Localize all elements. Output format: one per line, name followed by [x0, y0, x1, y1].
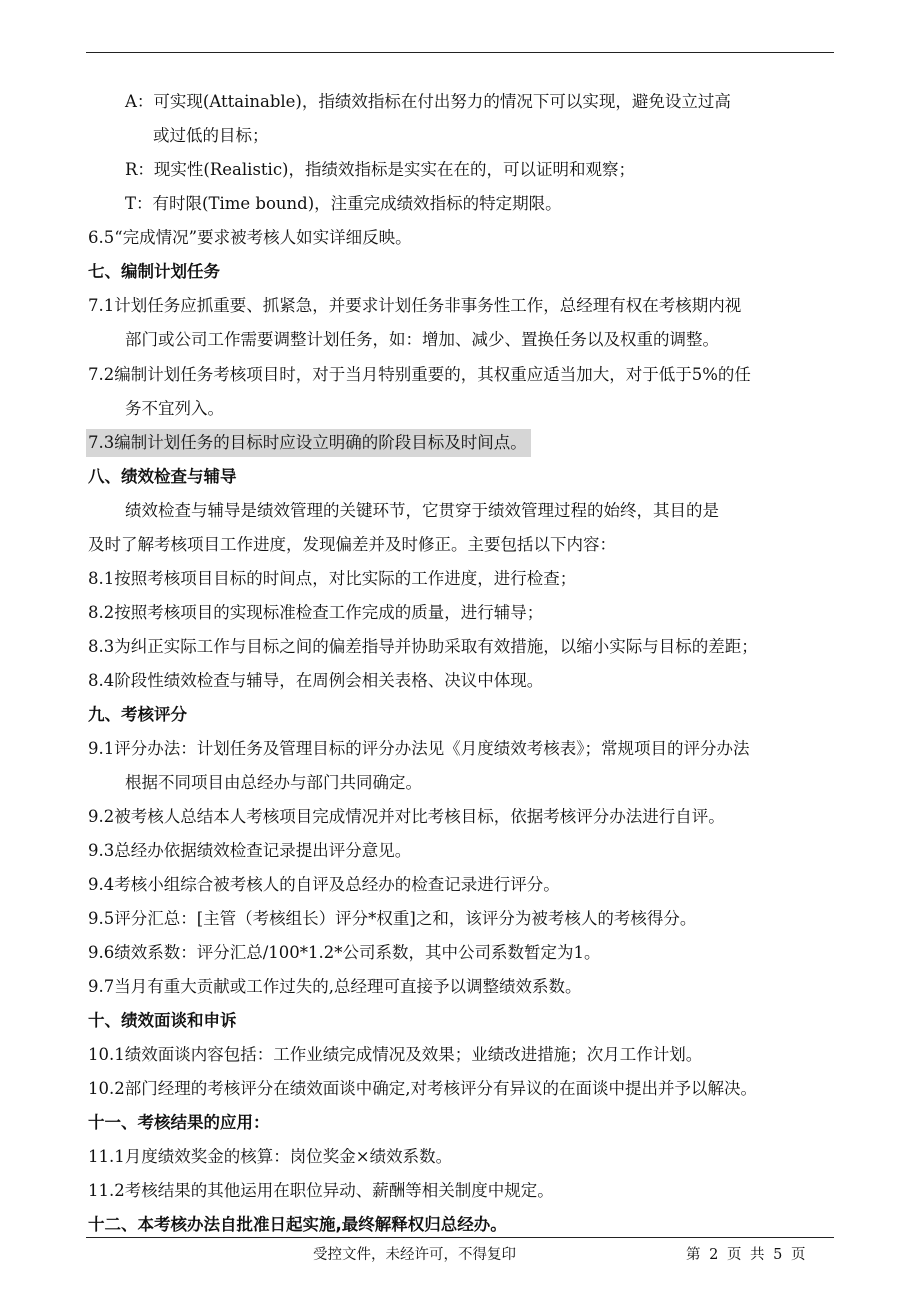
clause-10-2: 10.2部门经理的考核评分在绩效面谈中确定,对考核评分有异议的在面谈中提出并予以解决。 [88, 1079, 757, 1098]
clause-9-5: 9.5评分汇总：[主管（考核组长）评分*权重]之和，该评分为被考核人的考核得分。 [88, 909, 697, 928]
page-number: 第 2 页 共 5 页 [686, 1247, 806, 1263]
clause-11-1: 11.1月度绩效奖金的核算：岗位奖金×绩效系数。 [88, 1147, 453, 1166]
clause-7-3-highlighted: 7.3编制计划任务的目标时应设立明确的阶段目标及时间点。 [86, 429, 531, 457]
section-heading-9: 九、考核评分 [88, 705, 187, 724]
clause-8-2: 8.2按照考核项目的实现标准检查工作完成的质量，进行辅导； [88, 603, 544, 622]
clause-7-1: 7.1计划任务应抓重要、抓紧急，并要求计划任务非事务性工作，总经理有权在考核期内视 [88, 296, 742, 315]
footer-rule [86, 1237, 834, 1238]
clause-9-6: 9.6绩效系数：评分汇总/100*1.2*公司系数，其中公司系数暂定为1。 [88, 943, 601, 962]
clause-7-2-cont: 务不宜列入。 [125, 399, 224, 418]
section-8-intro: 绩效检查与辅导是绩效管理的关键环节，它贯穿于绩效管理过程的始终，其目的是 [125, 501, 719, 520]
section-heading-12: 十二、本考核办法自批准日起实施,最终解释权归总经办。 [88, 1215, 507, 1234]
section-heading-11: 十一、考核结果的应用： [88, 1113, 270, 1132]
clause-9-1: 9.1评分办法：计划任务及管理目标的评分办法见《月度绩效考核表》；常规项目的评分办法 [88, 739, 750, 758]
clause-10-1: 10.1绩效面谈内容包括：工作业绩完成情况及效果；业绩改进措施；次月工作计划。 [88, 1045, 703, 1064]
clause-9-3: 9.3总经办依据绩效检查记录提出评分意见。 [88, 841, 412, 860]
smart-item-a: A：可实现(Attainable)，指绩效指标在付出努力的情况下可以实现，避免设立过高 [125, 92, 731, 111]
section-heading-8: 八、绩效检查与辅导 [88, 467, 237, 486]
smart-item-a-cont: 或过低的目标； [153, 126, 269, 145]
clause-8-1: 8.1按照考核项目目标的时间点，对比实际的工作进度，进行检查； [88, 569, 577, 588]
clause-8-4: 8.4阶段性绩效检查与辅导，在周例会相关表格、决议中体现。 [88, 671, 544, 690]
clause-9-7: 9.7当月有重大贡献或工作过失的,总经理可直接予以调整绩效系数。 [88, 977, 582, 996]
clause-8-3: 8.3为纠正实际工作与目标之间的偏差指导并协助采取有效措施，以缩小实际与目标的差距； [88, 637, 758, 656]
header-rule [86, 52, 834, 53]
smart-item-t: T：有时限(Time bound)，注重完成绩效指标的特定期限。 [125, 194, 562, 213]
clause-9-4: 9.4考核小组综合被考核人的自评及总经办的检查记录进行评分。 [88, 875, 560, 894]
section-8-intro-cont: 及时了解考核项目工作进度，发现偏差并及时修正。主要包括以下内容： [88, 535, 616, 554]
section-heading-7: 七、编制计划任务 [88, 262, 220, 281]
clause-7-1-cont: 部门或公司工作需要调整计划任务，如：增加、减少、置换任务以及权重的调整。 [125, 330, 719, 349]
section-heading-10: 十、绩效面谈和申诉 [88, 1011, 237, 1030]
smart-item-r: R：现实性(Realistic)，指绩效指标是实实在在的，可以证明和观察； [125, 160, 635, 179]
clause-9-2: 9.2被考核人总结本人考核项目完成情况并对比考核目标，依据考核评分办法进行自评。 [88, 807, 725, 826]
clause-11-2: 11.2考核结果的其他运用在职位异动、薪酬等相关制度中规定。 [88, 1181, 554, 1200]
clause-7-2: 7.2编制计划任务考核项目时，对于当月特别重要的，其权重应适当加大，对于低于5%的任 [88, 365, 751, 384]
footer-notice: 受控文件，未经许可，不得复印 [313, 1247, 516, 1263]
clause-6-5: 6.5“完成情况”要求被考核人如实详细反映。 [88, 228, 412, 247]
clause-9-1-cont: 根据不同项目由总经办与部门共同确定。 [125, 773, 422, 792]
